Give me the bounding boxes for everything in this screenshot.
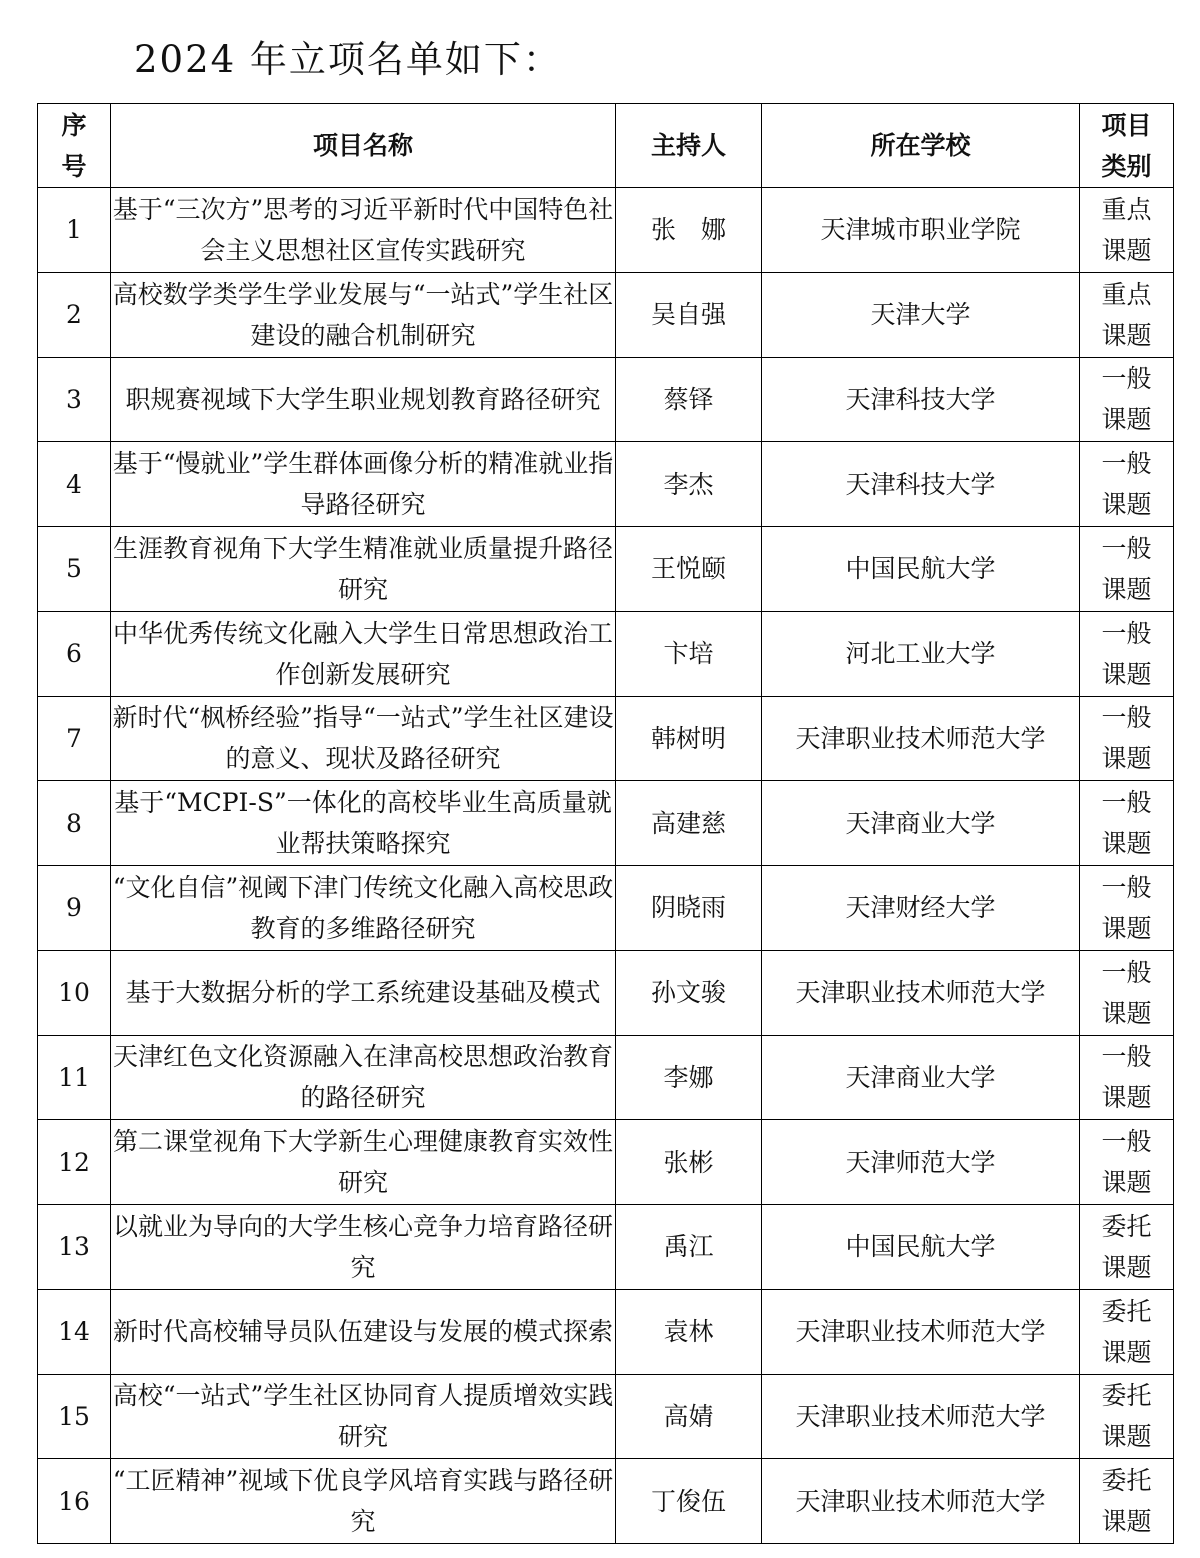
- header-project-name: 项目名称: [111, 104, 616, 188]
- cell-serial-number: 7: [38, 696, 111, 781]
- cell-school: 天津科技大学: [762, 442, 1080, 527]
- cell-category: 委托 课题: [1080, 1289, 1174, 1374]
- cell-category: 一般 课题: [1080, 1120, 1174, 1205]
- cell-serial-number: 5: [38, 527, 111, 612]
- cell-school: 天津商业大学: [762, 781, 1080, 866]
- cell-school: 天津城市职业学院: [762, 188, 1080, 273]
- cell-category: 一般 课题: [1080, 696, 1174, 781]
- cell-serial-number: 11: [38, 1035, 111, 1120]
- cell-category: 一般 课题: [1080, 357, 1174, 442]
- cell-school: 天津大学: [762, 272, 1080, 357]
- project-table: [37, 103, 1174, 1544]
- cell-category: 委托 课题: [1080, 1459, 1174, 1544]
- table-body: [38, 188, 1174, 1544]
- cell-serial-number: 9: [38, 866, 111, 951]
- cell-project-name: 生涯教育视角下大学生精准就业质量提升路径研究: [111, 527, 616, 612]
- table-row: [38, 1120, 1174, 1205]
- cell-category: 一般 课题: [1080, 950, 1174, 1035]
- header-serial-number: 序 号: [38, 104, 111, 188]
- cell-host: 卞培: [616, 611, 762, 696]
- table-row: [38, 781, 1174, 866]
- table-row: [38, 1035, 1174, 1120]
- cell-school: 中国民航大学: [762, 1205, 1080, 1290]
- cell-school: 天津科技大学: [762, 357, 1080, 442]
- cell-project-name: 第二课堂视角下大学新生心理健康教育实效性研究: [111, 1120, 616, 1205]
- table-row: [38, 1459, 1174, 1544]
- cell-host: 丁俊伍: [616, 1459, 762, 1544]
- table-row: [38, 527, 1174, 612]
- cell-category: 一般 课题: [1080, 442, 1174, 527]
- cell-category: 一般 课题: [1080, 781, 1174, 866]
- header-school: 所在学校: [762, 104, 1080, 188]
- cell-school: 天津商业大学: [762, 1035, 1080, 1120]
- cell-school: 天津职业技术师范大学: [762, 696, 1080, 781]
- cell-serial-number: 2: [38, 272, 111, 357]
- cell-serial-number: 15: [38, 1374, 111, 1459]
- cell-serial-number: 1: [38, 188, 111, 273]
- cell-school: 中国民航大学: [762, 527, 1080, 612]
- cell-school: 天津财经大学: [762, 866, 1080, 951]
- cell-serial-number: 14: [38, 1289, 111, 1374]
- cell-project-name: “文化自信”视阈下津门传统文化融入高校思政教育的多维路径研究: [111, 866, 616, 951]
- cell-project-name: 基于大数据分析的学工系统建设基础及模式: [111, 950, 616, 1035]
- cell-category: 委托 课题: [1080, 1205, 1174, 1290]
- cell-host: 王悦颐: [616, 527, 762, 612]
- cell-host: 袁林: [616, 1289, 762, 1374]
- cell-school: 天津师范大学: [762, 1120, 1080, 1205]
- cell-host: 吴自强: [616, 272, 762, 357]
- cell-project-name: 中华优秀传统文化融入大学生日常思想政治工作创新发展研究: [111, 611, 616, 696]
- cell-project-name: 职规赛视域下大学生职业规划教育路径研究: [111, 357, 616, 442]
- table-row: [38, 1374, 1174, 1459]
- cell-project-name: 高校数学类学生学业发展与“一站式”学生社区建设的融合机制研究: [111, 272, 616, 357]
- cell-project-name: 新时代“枫桥经验”指导“一站式”学生社区建设的意义、现状及路径研究: [111, 696, 616, 781]
- cell-host: 孙文骏: [616, 950, 762, 1035]
- table-row: [38, 442, 1174, 527]
- cell-category: 一般 课题: [1080, 1035, 1174, 1120]
- cell-serial-number: 4: [38, 442, 111, 527]
- header-category: 项目 类别: [1080, 104, 1174, 188]
- table-row: [38, 611, 1174, 696]
- cell-school: 天津职业技术师范大学: [762, 950, 1080, 1035]
- cell-serial-number: 3: [38, 357, 111, 442]
- cell-category: 一般 课题: [1080, 866, 1174, 951]
- table-header-row: [38, 104, 1174, 188]
- cell-host: 张 娜: [616, 188, 762, 273]
- cell-host: 高婧: [616, 1374, 762, 1459]
- table-row: [38, 188, 1174, 273]
- cell-host: 李娜: [616, 1035, 762, 1120]
- cell-project-name: 高校“一站式”学生社区协同育人提质增效实践研究: [111, 1374, 616, 1459]
- table-row: [38, 1289, 1174, 1374]
- cell-host: 阴晓雨: [616, 866, 762, 951]
- table-row: [38, 357, 1174, 442]
- cell-host: 韩树明: [616, 696, 762, 781]
- cell-serial-number: 8: [38, 781, 111, 866]
- cell-host: 禹江: [616, 1205, 762, 1290]
- cell-serial-number: 13: [38, 1205, 111, 1290]
- table-row: [38, 950, 1174, 1035]
- cell-host: 张彬: [616, 1120, 762, 1205]
- cell-project-name: 基于“慢就业”学生群体画像分析的精准就业指导路径研究: [111, 442, 616, 527]
- cell-host: 蔡铎: [616, 357, 762, 442]
- cell-project-name: “工匠精神”视域下优良学风培育实践与路径研究: [111, 1459, 616, 1544]
- cell-category: 重点 课题: [1080, 272, 1174, 357]
- table-row: [38, 866, 1174, 951]
- cell-project-name: 新时代高校辅导员队伍建设与发展的模式探索: [111, 1289, 616, 1374]
- page-title: 2024 年立项名单如下：: [134, 38, 562, 81]
- cell-serial-number: 16: [38, 1459, 111, 1544]
- cell-school: 天津职业技术师范大学: [762, 1374, 1080, 1459]
- cell-project-name: 基于“三次方”思考的习近平新时代中国特色社会主义思想社区宣传实践研究: [111, 188, 616, 273]
- cell-project-name: 基于“MCPI-S”一体化的高校毕业生高质量就业帮扶策略探究: [111, 781, 616, 866]
- table-row: [38, 1205, 1174, 1290]
- cell-category: 委托 课题: [1080, 1374, 1174, 1459]
- cell-category: 一般 课题: [1080, 527, 1174, 612]
- cell-school: 天津职业技术师范大学: [762, 1289, 1080, 1374]
- cell-school: 天津职业技术师范大学: [762, 1459, 1080, 1544]
- cell-serial-number: 12: [38, 1120, 111, 1205]
- cell-project-name: 以就业为导向的大学生核心竞争力培育路径研究: [111, 1205, 616, 1290]
- cell-category: 重点 课题: [1080, 188, 1174, 273]
- cell-host: 高建慈: [616, 781, 762, 866]
- cell-school: 河北工业大学: [762, 611, 1080, 696]
- cell-serial-number: 10: [38, 950, 111, 1035]
- cell-project-name: 天津红色文化资源融入在津高校思想政治教育的路径研究: [111, 1035, 616, 1120]
- table-row: [38, 696, 1174, 781]
- cell-serial-number: 6: [38, 611, 111, 696]
- header-host: 主持人: [616, 104, 762, 188]
- cell-host: 李杰: [616, 442, 762, 527]
- cell-category: 一般 课题: [1080, 611, 1174, 696]
- table-row: [38, 272, 1174, 357]
